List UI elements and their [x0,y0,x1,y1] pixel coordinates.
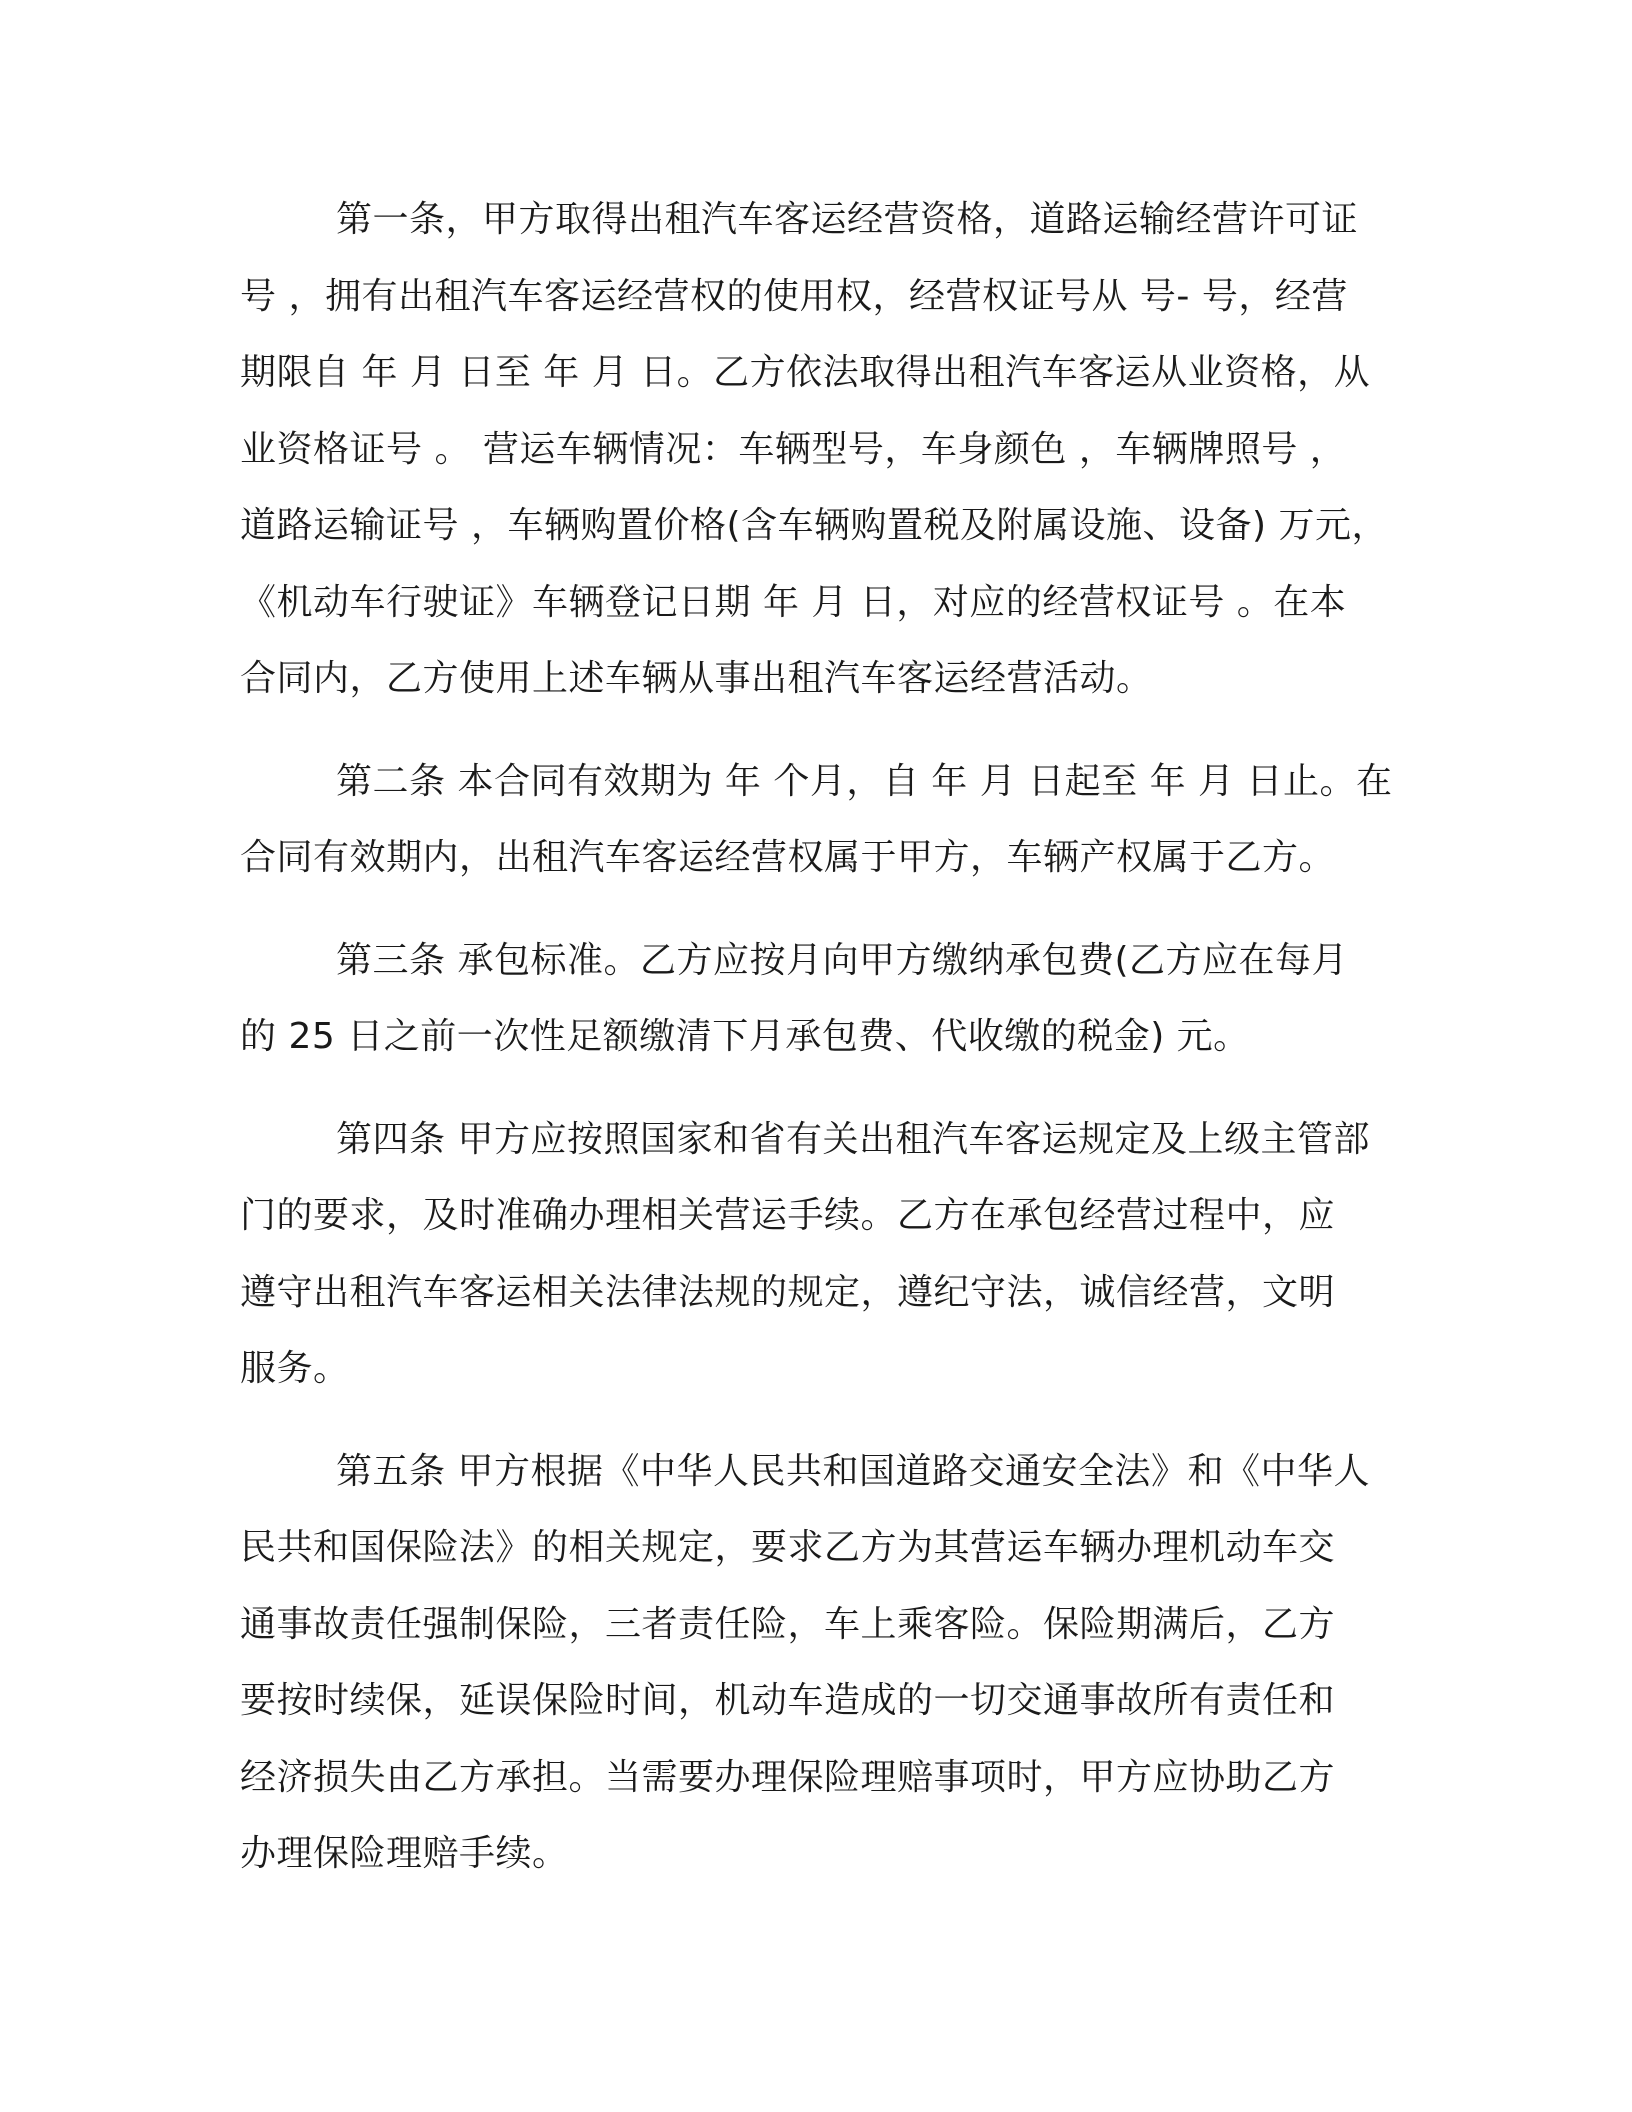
article-line: 第二条 本合同有效期为 年 个月，自 年 月 日起至 年 月 日止。在 [336,760,1393,802]
article-line: 服务。 [240,1348,350,1389]
article-line: 第三条 承包标准。乙方应按月向甲方缴纳承包费(乙方应在每月 [336,939,1348,981]
article-line: 要按时续保，延误保险时间，机动车造成的一切交通事故所有责任和 [240,1680,1336,1721]
article-line: 经济损失由乙方承担。当需要办理保险理赔事项时，甲方应协助乙方 [240,1756,1336,1798]
article-2 [240,744,1393,897]
article-line: 第一条，甲方取得出租汽车客运经营资格，道路运输经营许可证 [336,199,1359,240]
article-line: 合同内，乙方使用上述车辆从事出租汽车客运经营活动。 [240,658,1153,699]
article-line: 门的要求，及时准确办理相关营运手续。乙方在承包经营过程中，应 [240,1195,1336,1236]
contract-body [240,182,1393,1919]
article-line: 民共和国保险法》的相关规定，要求乙方为其营运车辆办理机动车交 [240,1527,1336,1568]
article-line: 期限自 年 月 日至 年 月 日。乙方依法取得出租汽车客运从业资格，从 [240,352,1371,393]
article-line: 通事故责任强制保险，三者责任险，车上乘客险。保险期满后，乙方 [240,1603,1336,1645]
article-line: 遵守出租汽车客运相关法律法规的规定，遵纪守法，诚信经营，文明 [240,1271,1336,1313]
article-line: 第五条 甲方根据《中华人民共和国道路交通安全法》和《中华人 [336,1450,1370,1492]
article-line: 合同有效期内，出租汽车客运经营权属于甲方，车辆产权属于乙方。 [240,837,1336,878]
article-5 [240,1434,1390,1893]
article-line: 《机动车行驶证》车辆登记日期 年 月 日，对应的经营权证号 。在本 [240,581,1347,623]
article-line: 道路运输证号 ，车辆购置价格(含车辆购置税及附属设施、设备) 万元， [240,505,1388,546]
article-line: 办理保险理赔手续。 [240,1833,569,1874]
article-line: 业资格证号 。 营运车辆情况：车辆型号，车身颜色 ，车辆牌照号 ， [240,428,1347,470]
article-line: 第四条 甲方应按照国家和省有关出租汽车客运规定及上级主管部 [336,1118,1370,1160]
article-line: 的 25 日之前一次性足额缴清下月承包费、代收缴的税金) 元。 [240,1016,1250,1057]
article-4 [240,1102,1390,1408]
article-3 [240,923,1390,1076]
article-line: 号 ，拥有出租汽车客运经营权的使用权，经营权证号从 号- 号，经营 [240,275,1348,317]
article-1 [240,182,1390,718]
